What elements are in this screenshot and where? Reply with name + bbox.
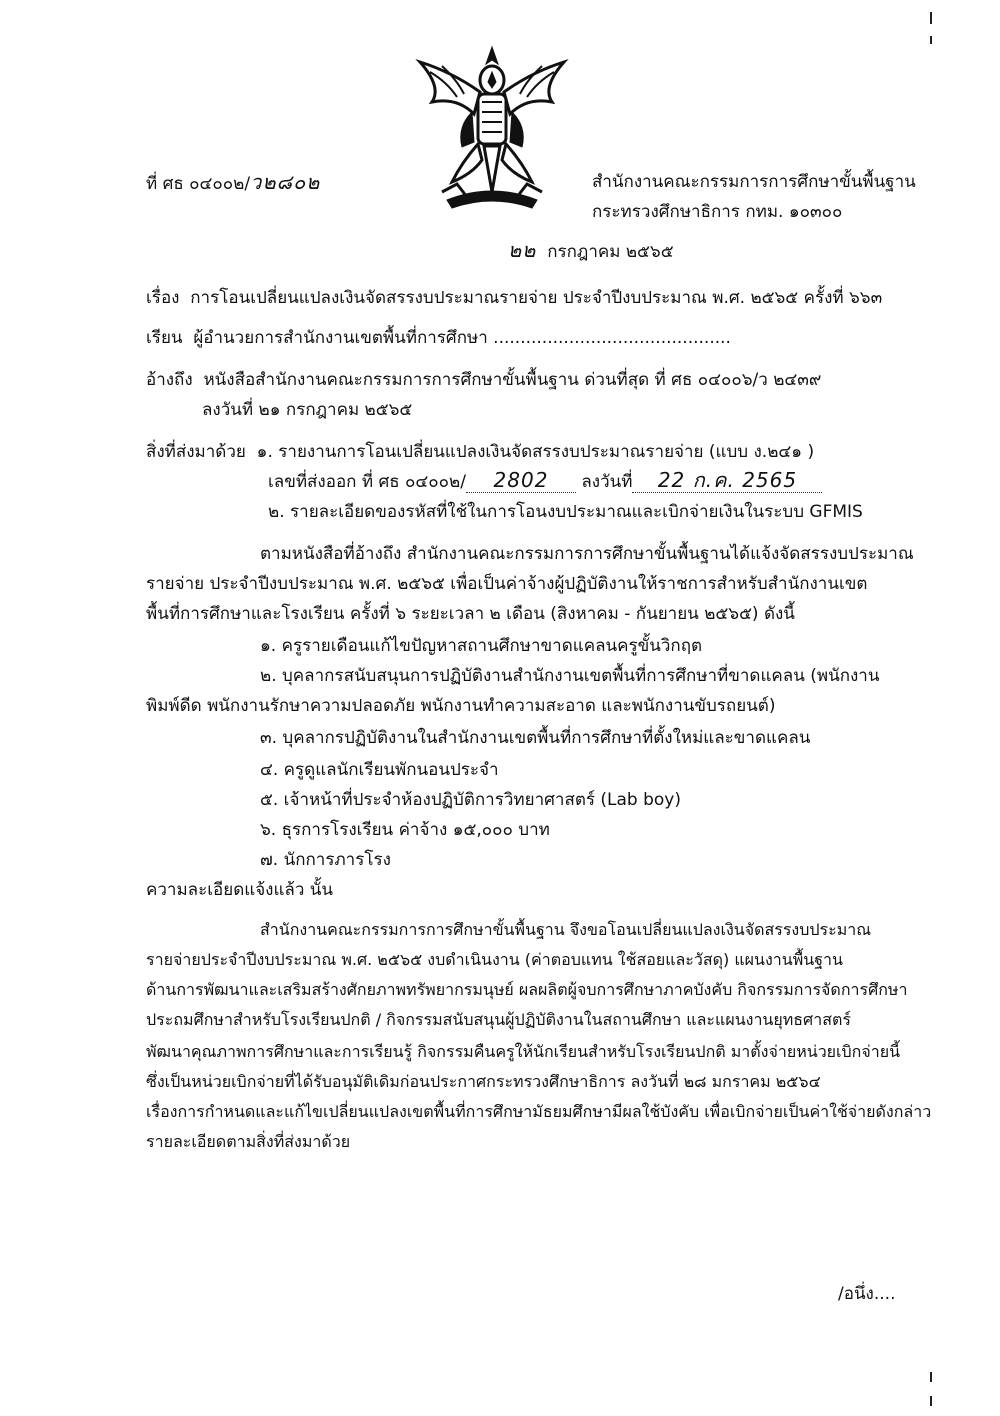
p1-line1: ตามหนังสือที่อ้างถึง สำนักงานคณะกรรมการการศึกษาขั้นพื้นฐานได้แจ้งจัดสรรงบประมาณ bbox=[260, 544, 914, 564]
enclosure-sub-date: 22 ก.ค. 2565 bbox=[632, 468, 822, 493]
org-line2: กระทรวงศึกษาธิการ กทม. ๑๐๓๐๐ bbox=[592, 202, 843, 222]
list-item: ๒. บุคลากรสนับสนุนการปฏิบัติงานสำนักงานเขตพื้นที่การศึกษาที่ขาดแคลน (พนักงาน bbox=[260, 666, 880, 686]
to-text: ผู้อำนวยการสำนักงานเขตพื้นที่การศึกษา ............................................ bbox=[193, 328, 731, 348]
p2-line5: พัฒนาคุณภาพการศึกษาและการเรียนรู้ กิจกรรมคืนครูให้นักเรียนสำหรับโรงเรียนปกติ มาตั้งจ่ายหน่วยเบิกจ่ายนี้ bbox=[146, 1042, 901, 1061]
date-day-handwritten: ๒๒ bbox=[508, 238, 537, 262]
edge-mark bbox=[930, 1372, 932, 1382]
enclosure-sub-date-label: ลงวันที่ bbox=[581, 472, 633, 492]
to-label: เรียน bbox=[146, 328, 183, 348]
reference-line1 bbox=[146, 368, 821, 392]
list-item: ๑. ครูรายเดือนแก้ไขปัญหาสถานศึกษาขาดแคลนครูขั้นวิกฤต bbox=[260, 636, 703, 656]
p1-line3: พื้นที่การศึกษาและโรงเรียน ครั้งที่ ๖ ระยะเวลา ๒ เดือน (สิงหาคม - กันยายน ๒๕๖๕) ดังนี้ bbox=[146, 604, 795, 624]
p2-line2: รายจ่ายประจำปีงบประมาณ พ.ศ. ๒๕๖๕ งบดำเนินงาน (ค่าตอบแทน ใช้สอยและวัสดุ) แผนงานพื้นฐาน bbox=[146, 950, 843, 969]
garuda-emblem bbox=[412, 42, 572, 212]
enclosure-item1: ๑. รายงานการโอนเปลี่ยนแปลงเงินจัดสรรงบประมาณรายจ่าย (แบบ ง.๒๔๑ ) bbox=[256, 442, 815, 462]
list-item: ๔. ครูดูแลนักเรียนพักนอนประจำ bbox=[260, 760, 499, 780]
date-rest: กรกฎาคม ๒๕๖๕ bbox=[547, 242, 674, 262]
enclosure-line1 bbox=[146, 440, 814, 464]
to-line bbox=[146, 326, 731, 350]
p2-line1: สำนักงานคณะกรรมการการศึกษาขั้นพื้นฐาน จึงขอโอนเปลี่ยนแปลงเงินจัดสรรงบประมาณ bbox=[260, 920, 872, 939]
enclosure-item2: ๒. รายละเอียดของรหัสที่ใช้ในการโอนงบประมาณและเบิกจ่ายเงินในระบบ GFMIS bbox=[268, 502, 863, 522]
list-item-continuation: พิมพ์ดีด พนักงานรักษาความปลอดภัย พนักงานทำความสะอาด และพนักงานขับรถยนต์) bbox=[146, 696, 776, 716]
subject-text: การโอนเปลี่ยนแปลงเงินจัดสรรงบประมาณรายจ่าย ประจำปีงบประมาณ พ.ศ. ๒๕๖๕ ครั้งที่ ๖๖๓ bbox=[190, 288, 883, 308]
p2-line7: เรื่องการกำหนดและแก้ไขเปลี่ยนแปลงเขตพื้นที่การศึกษามัธยมศึกษามีผลใช้บังคับ เพื่อเบิกจ่ายเป็นค่าใช้จ่ายดังกล่าว bbox=[146, 1102, 932, 1121]
continue-marker: /อนึ่ง.... bbox=[838, 1284, 896, 1304]
ref-label: ที่ ศธ ๐๔๐๐๒/ bbox=[146, 174, 251, 194]
p2-line4: ประถมศึกษาสำหรับโรงเรียนปกติ / กิจกรรมสนับสนุนผู้ปฏิบัติงานในสถานศึกษา และแผนงานยุทธศาสตร์ bbox=[146, 1010, 851, 1029]
edge-mark bbox=[930, 12, 932, 24]
list-item: ๗. นักการภารโรง bbox=[260, 850, 391, 870]
enclosure-item1-sub bbox=[268, 468, 822, 494]
reference-line2: ลงวันที่ ๒๑ กรกฎาคม ๒๕๖๕ bbox=[202, 400, 413, 420]
org-line1: สำนักงานคณะกรรมการการศึกษาขั้นพื้นฐาน bbox=[592, 172, 916, 192]
enclosure-sub-number: 2802 bbox=[466, 468, 576, 493]
list-item: ๖. ธุรการโรงเรียน ค่าจ้าง ๑๕,๐๐๐ บาท bbox=[260, 820, 550, 840]
closing-line: ความละเอียดแจ้งแล้ว นั้น bbox=[146, 880, 334, 900]
p2-line6: ซึ่งเป็นหน่วยเบิกจ่ายที่ได้รับอนุมัติเดิมก่อนประกาศกระทรวงศึกษาธิการ ลงวันที่ ๒๘ มกราคม ๒๕๖๔ bbox=[146, 1072, 821, 1091]
p2-line3: ด้านการพัฒนาและเสริมสร้างศักยภาพทรัพยากรมนุษย์ ผลผลิตผู้จบการศึกษาภาคบังคับ กิจกรรมการจัดการศึกษา bbox=[146, 980, 908, 999]
ref-line bbox=[146, 170, 320, 196]
subject-label: เรื่อง bbox=[146, 288, 180, 308]
enclosure-sub-prefix: เลขที่ส่งออก ที่ ศธ ๐๔๐๐๒/ bbox=[268, 472, 466, 492]
list-item: ๕. เจ้าหน้าที่ประจำห้องปฏิบัติการวิทยาศาสตร์ (Lab boy) bbox=[260, 790, 681, 810]
date-line bbox=[508, 238, 674, 264]
reference-label: อ้างถึง bbox=[146, 370, 193, 390]
edge-mark bbox=[930, 1396, 932, 1406]
ref-number-handwritten: ว๒๘๐๒ bbox=[250, 170, 321, 194]
enclosure-label: สิ่งที่ส่งมาด้วย bbox=[146, 442, 246, 462]
p1-line2: รายจ่าย ประจำปีงบประมาณ พ.ศ. ๒๕๖๕ เพื่อเป็นค่าจ้างผู้ปฏิบัติงานให้ราชการสำหรับสำนักงานเขต bbox=[146, 574, 868, 594]
p2-line8: รายละเอียดตามสิ่งที่ส่งมาด้วย bbox=[146, 1132, 351, 1151]
edge-mark bbox=[930, 36, 932, 44]
subject-line bbox=[146, 286, 882, 310]
reference-text1: หนังสือสำนักงานคณะกรรมการการศึกษาขั้นพื้นฐาน ด่วนที่สุด ที่ ศธ ๐๔๐๐๖/ว ๒๔๓๙ bbox=[203, 370, 822, 390]
list-item: ๓. บุคลากรปฏิบัติงานในสำนักงานเขตพื้นที่การศึกษาที่ตั้งใหม่และขาดแคลน bbox=[260, 728, 811, 748]
